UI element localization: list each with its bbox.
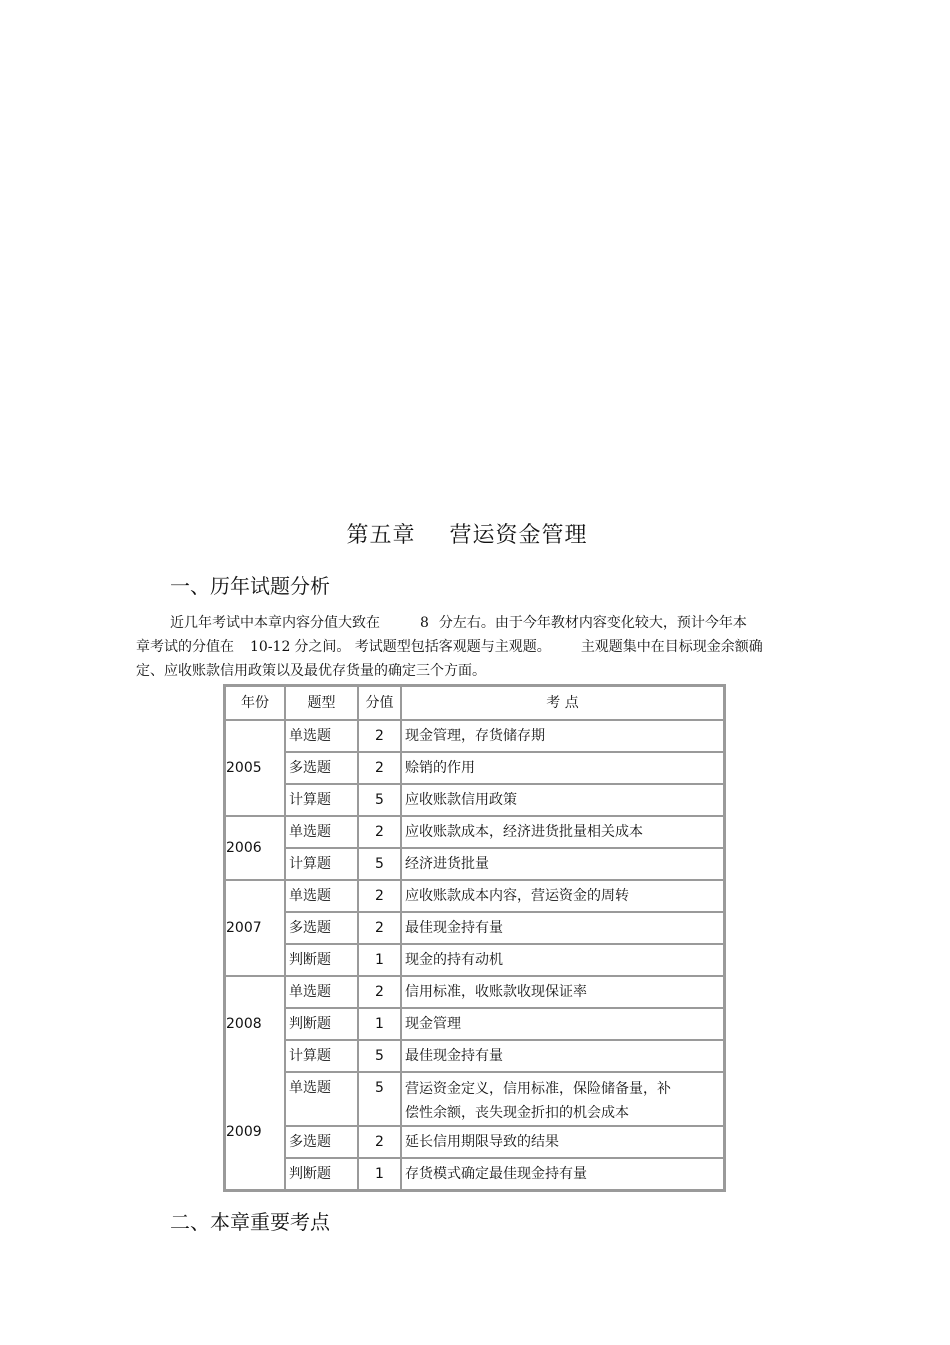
- chapter-name: 营运资金管理: [449, 523, 588, 548]
- type-cell: 判断题: [285, 1008, 358, 1040]
- intro-paragraph-line-1: 近几年考试中本章内容分值大致在 8 分左右。由于今年教材内容变化较大，预计今年本: [170, 615, 747, 631]
- type-cell: 单选题: [285, 880, 358, 912]
- score-cell: 2: [358, 1126, 401, 1158]
- score-cell: 2: [358, 880, 401, 912]
- score-cell: 5: [358, 848, 401, 880]
- score-cell: 1: [358, 1158, 401, 1190]
- topic-cell: 最佳现金持有量: [401, 912, 724, 944]
- topic-cell: 现金管理: [401, 1008, 724, 1040]
- type-cell: 计算题: [285, 848, 358, 880]
- topic-cell: 信用标准，收账款收现保证率: [401, 976, 724, 1008]
- header-score: 分值: [358, 686, 401, 720]
- header-type: 题型: [285, 686, 358, 720]
- topic-cell: 赊销的作用: [401, 752, 724, 784]
- section-heading-exam-analysis: 一、历年试题分析: [170, 574, 330, 598]
- topic-cell: 营运资金定义，信用标准，保险储备量，补 偿性余额，丧失现金折扣的机会成本: [401, 1072, 724, 1126]
- type-cell: 计算题: [285, 784, 358, 816]
- topic-cell: 应收账款信用政策: [401, 784, 724, 816]
- topic-cell: 经济进货批量: [401, 848, 724, 880]
- year-cell: 2005: [225, 720, 285, 816]
- exam-analysis-table: [223, 684, 726, 1192]
- year-label: 2009: [226, 1124, 262, 1140]
- topic-cell: 应收账款成本，经济进货批量相关成本: [401, 816, 724, 848]
- year-group-2008-2009: [225, 976, 285, 1190]
- type-cell: 判断题: [285, 944, 358, 976]
- topic-cell: 存货模式确定最佳现金持有量: [401, 1158, 724, 1190]
- type-cell: 单选题: [285, 720, 358, 752]
- score-cell: 5: [358, 1040, 401, 1072]
- topic-cell: 应收账款成本内容，营运资金的周转: [401, 880, 724, 912]
- topic-cell: 最佳现金持有量: [401, 1040, 724, 1072]
- score-cell: 2: [358, 720, 401, 752]
- header-topic: 考 点: [401, 686, 724, 720]
- type-cell: 多选题: [285, 912, 358, 944]
- type-cell: 多选题: [285, 1126, 358, 1158]
- chapter-number: 第五章: [346, 523, 416, 548]
- header-year: 年份: [225, 686, 285, 720]
- type-cell: 多选题: [285, 752, 358, 784]
- topic-cell: 延长信用期限导致的结果: [401, 1126, 724, 1158]
- chapter-title: [0, 518, 934, 549]
- topic-cell: 现金管理，存货储存期: [401, 720, 724, 752]
- score-cell: 2: [358, 912, 401, 944]
- intro-paragraph-line-2: 章考试的分值在 10-12 分之间。 考试题型包括客观题与主观题。 主观题集中在目标现金余额确: [136, 639, 763, 655]
- score-cell: 2: [358, 976, 401, 1008]
- topic-cell: 现金的持有动机: [401, 944, 724, 976]
- section-heading-key-points: 二、本章重要考点: [170, 1210, 330, 1234]
- type-cell: 单选题: [285, 1072, 358, 1126]
- type-cell: 判断题: [285, 1158, 358, 1190]
- score-cell: 5: [358, 1072, 401, 1126]
- score-cell: 2: [358, 752, 401, 784]
- intro-paragraph-line-3: 定、应收账款信用政策以及最优存货量的确定三个方面。: [136, 663, 486, 679]
- type-cell: 单选题: [285, 816, 358, 848]
- score-cell: 2: [358, 816, 401, 848]
- score-cell: 1: [358, 1008, 401, 1040]
- type-cell: 单选题: [285, 976, 358, 1008]
- score-cell: 1: [358, 944, 401, 976]
- year-cell: 2006: [225, 816, 285, 880]
- year-label: 2008: [226, 1016, 262, 1032]
- type-cell: 计算题: [285, 1040, 358, 1072]
- score-cell: 5: [358, 784, 401, 816]
- year-cell: 2007: [225, 880, 285, 976]
